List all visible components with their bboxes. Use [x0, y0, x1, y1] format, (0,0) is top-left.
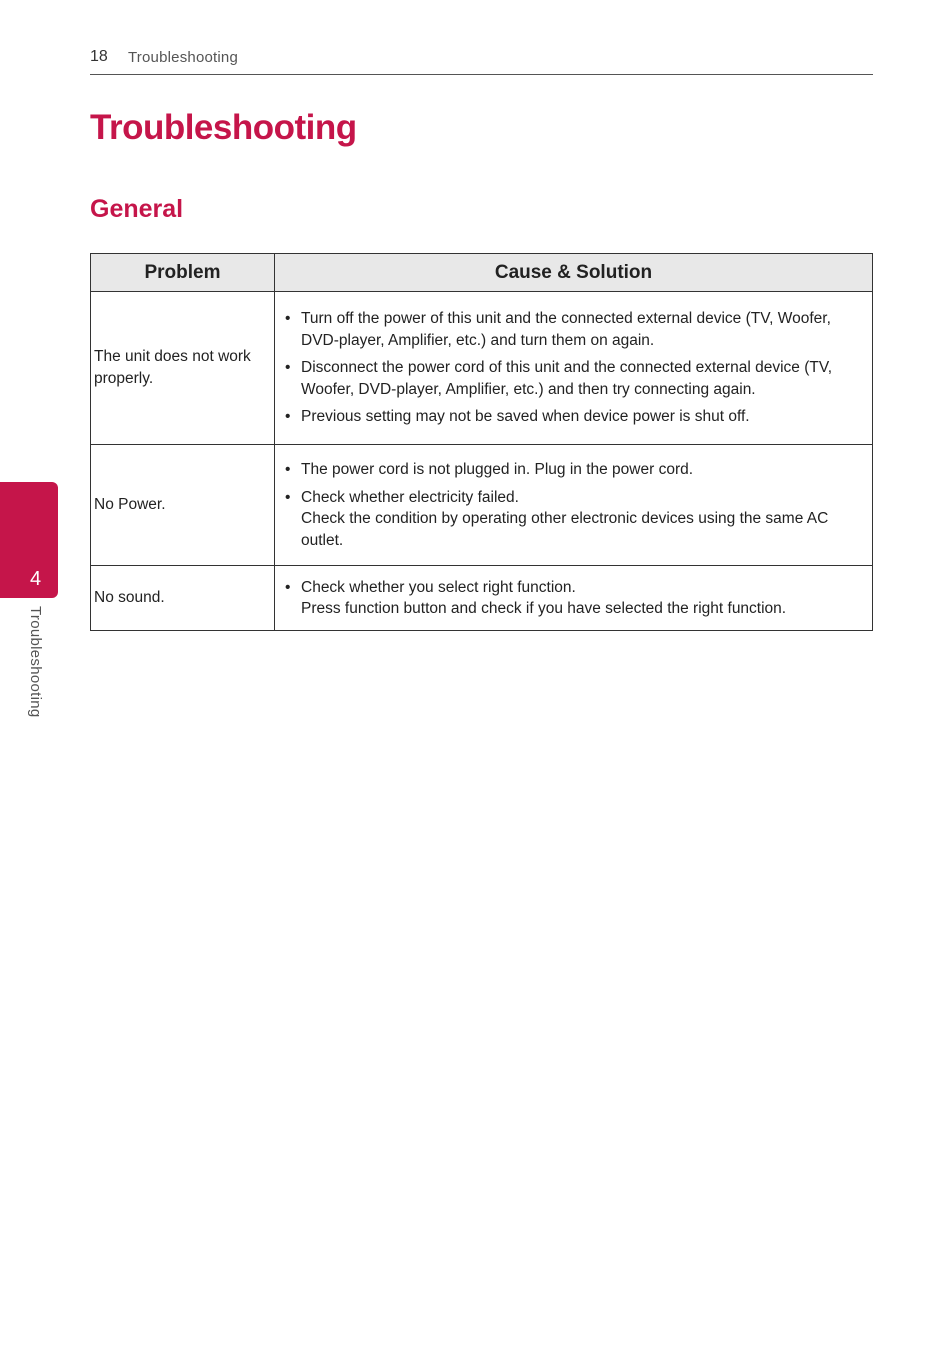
- bullet-icon: •: [285, 488, 291, 506]
- bullet-icon: •: [285, 359, 291, 377]
- column-header-problem: Problem: [91, 254, 275, 292]
- troubleshooting-table: [90, 253, 873, 631]
- bullet-icon: •: [285, 461, 291, 478]
- solution-item: • Disconnect the power cord of this unit and the connected external device (TV, Woofer, DVD-player, Amplifier, etc.) and then try connecting again.: [285, 359, 833, 398]
- table-row: [91, 566, 873, 631]
- column-header-solution: Cause & Solution: [275, 254, 873, 292]
- solution-item: • Turn off the power of this unit and the connected external device (TV, Woofer, DVD-player, Amplifier, etc.) and turn them on again.: [285, 310, 831, 349]
- problem-cell: The unit does not work properly.: [91, 292, 275, 445]
- header-section-title: Troubleshooting: [128, 49, 239, 66]
- bullet-icon: •: [285, 578, 291, 596]
- bullet-icon: •: [285, 310, 291, 328]
- problem-cell: No Power.: [91, 445, 275, 566]
- page-title: Troubleshooting: [90, 108, 357, 147]
- page-header: [90, 46, 873, 75]
- chapter-label: Troubleshooting: [27, 606, 44, 718]
- table-row: [91, 445, 873, 566]
- solution-item: • Check whether electricity failed. Check the condition by operating other electronic devices using the same AC outlet.: [285, 488, 829, 549]
- solution-item: • The power cord is not plugged in. Plug in the power cord.: [285, 459, 854, 481]
- problem-cell: No sound.: [91, 566, 275, 631]
- chapter-number: 4: [30, 568, 42, 590]
- solution-item: • Check whether you select right function. Press function button and check if you have selected the right function.: [285, 578, 787, 617]
- page-number: 18: [90, 48, 108, 65]
- chapter-tab: [0, 482, 58, 598]
- table-row: [91, 292, 873, 445]
- solution-cell: [275, 292, 873, 445]
- section-heading: General: [90, 195, 184, 223]
- solution-cell: [275, 566, 873, 631]
- solution-item: • Previous setting may not be saved when device power is shut off.: [285, 406, 854, 428]
- table-header-row: [91, 254, 873, 292]
- solution-cell: [275, 445, 873, 566]
- bullet-icon: •: [285, 408, 291, 426]
